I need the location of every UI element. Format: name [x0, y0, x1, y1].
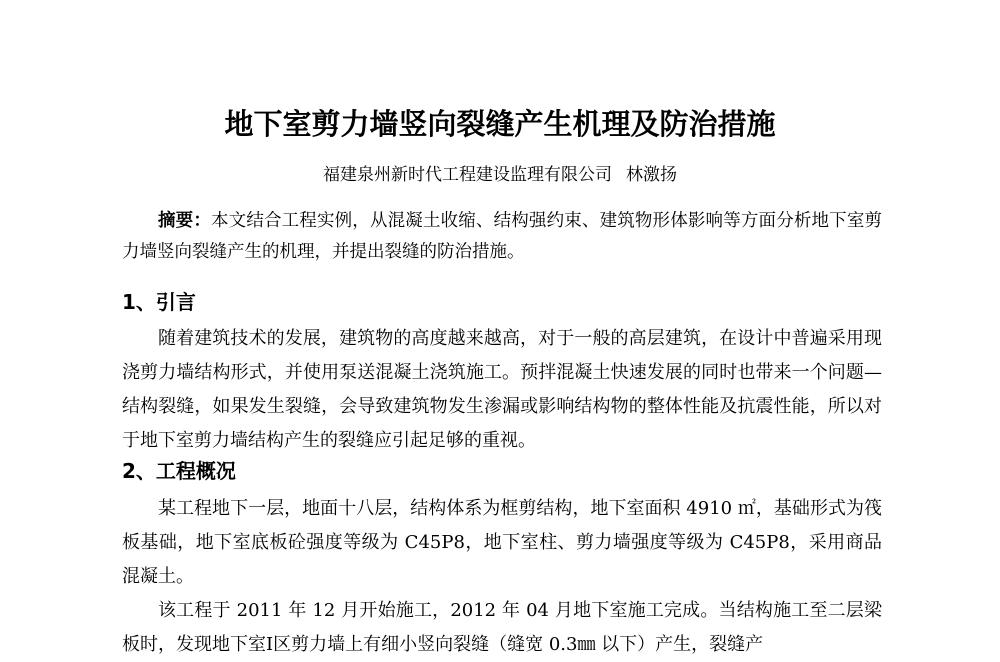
- abstract-text: 本文结合工程实例，从混凝土收缩、结构强约束、建筑物形体影响等方面分析地下室剪力墙竖向裂缝产生的机理，并提出裂缝的防治措施。: [122, 211, 883, 262]
- author-affiliation: 福建泉州新时代工程建设监理有限公司: [323, 165, 612, 185]
- introduction-paragraph: 随着建筑技术的发展，建筑物的高度越来越高，对于一般的高层建筑，在设计中普遍采用现浇剪力墙结构形式，并使用泵送混凝土浇筑施工。预拌混凝土快速发展的同时也带来一个问题—结构裂缝，如果发生裂缝，会导致建筑物发生渗漏或影响结构物的整体性能及抗震性能，所以对于地下室剪力墙结构产生的裂缝应引起足够的重视。: [122, 328, 882, 451]
- document-title: 地下室剪力墙竖向裂缝产生机理及防治措施: [224, 107, 776, 141]
- abstract: [122, 206, 882, 268]
- project-overview-paragraph-2: 该工程于 2011 年 12 月开始施工，2012 年 04 月地下室施工完成。当结构施工至二层梁板时，发现地下室Ⅰ区剪力墙上有细小竖向裂缝（缝宽 0.3㎜ 以下）产生，裂缝产: [122, 600, 882, 655]
- project-overview-paragraph-1: 某工程地下一层，地面十八层，结构体系为框剪结构，地下室面积 4910 ㎡，基础形式为筏板基础，地下室底板砼强度等级为 C45P8，地下室柱、剪力墙强度等级为 C45P8，采用商品混凝土。: [122, 498, 882, 587]
- author-line: [0, 163, 1000, 187]
- abstract-label: 摘要：: [158, 211, 211, 231]
- section-heading-introduction: 1、引言: [122, 290, 196, 314]
- author-name: 林激扬: [626, 165, 677, 185]
- section-heading-project-overview: 2、工程概况: [122, 459, 236, 483]
